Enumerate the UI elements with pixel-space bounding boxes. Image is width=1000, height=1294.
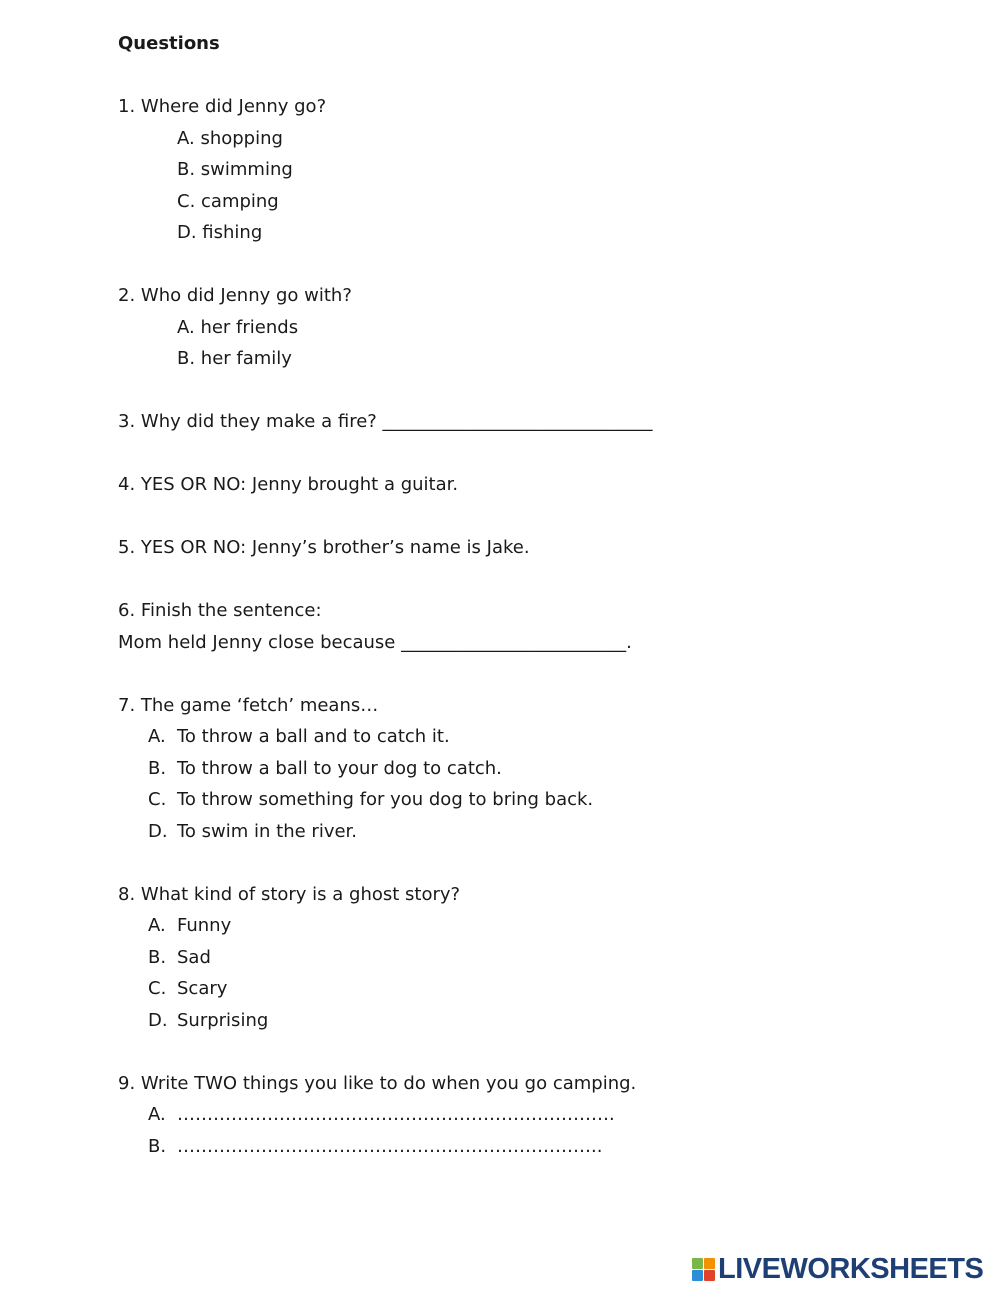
q2-option-a[interactable]: A. her friends	[177, 316, 299, 338]
q7-option-c[interactable]	[118, 784, 938, 816]
option-text: To throw something for you dog to bring back.	[177, 789, 594, 810]
page-title: Questions	[118, 33, 220, 54]
q1-option-c[interactable]: C. camping	[177, 190, 279, 212]
option-letter: B.	[148, 1135, 167, 1157]
liveworksheets-mark-icon	[692, 1258, 715, 1281]
mark-square-green	[692, 1258, 703, 1269]
answer-dots: ……………………………………………………………..	[177, 1135, 603, 1157]
option-text: Sad	[177, 946, 211, 968]
logo-text	[718, 1255, 983, 1283]
option-text: To throw a ball and to catch it.	[177, 726, 450, 747]
q8-option-d[interactable]	[118, 1005, 938, 1037]
q6-sentence-blank[interactable]: Mom held Jenny close because _________________________.	[118, 631, 632, 653]
logo-text-live: LIVE	[718, 1253, 781, 1285]
option-letter: B.	[148, 757, 167, 779]
answer-dots: ……………………………………………………………….	[177, 1104, 615, 1125]
option-letter: C.	[148, 978, 167, 999]
question-3[interactable]: 3. Why did they make a fire? ______________________________	[118, 411, 653, 432]
q2-option-b[interactable]: B. her family	[177, 348, 292, 369]
option-text: To swim in the river.	[177, 820, 358, 842]
q8-option-a[interactable]	[118, 910, 938, 942]
q9-answer-a[interactable]	[118, 1099, 938, 1131]
option-text: Surprising	[177, 1009, 269, 1031]
mark-square-blue	[692, 1270, 703, 1281]
question-6: 6. Finish the sentence:	[118, 600, 322, 621]
option-letter: A.	[148, 726, 166, 747]
option-text: To throw a ball to your dog to catch.	[177, 757, 502, 779]
question-8: 8. What kind of story is a ghost story?	[118, 883, 461, 905]
option-letter: D.	[148, 820, 168, 842]
question-1: 1. Where did Jenny go?	[118, 96, 327, 117]
q1-option-a[interactable]: A. shopping	[177, 127, 283, 149]
option-letter: D.	[148, 1009, 168, 1031]
q1-option-d[interactable]: D. fishing	[177, 222, 263, 243]
question-7: 7. The game ‘fetch’ means…	[118, 694, 379, 716]
question-9: 9. Write TWO things you like to do when you go camping.	[118, 1072, 637, 1094]
q8-option-c[interactable]	[118, 973, 938, 1005]
option-letter: A.	[148, 915, 166, 936]
worksheet	[118, 28, 938, 1162]
q9-answer-b[interactable]	[118, 1131, 938, 1163]
option-text: Scary	[177, 978, 228, 999]
question-2: 2. Who did Jenny go with?	[118, 285, 352, 306]
option-text: Funny	[177, 915, 232, 936]
option-letter: B.	[148, 946, 167, 968]
option-letter: A.	[148, 1104, 166, 1125]
mark-square-orange	[704, 1258, 715, 1269]
q8-option-b[interactable]	[118, 942, 938, 974]
question-5[interactable]: 5. YES OR NO: Jenny’s brother’s name is Jake.	[118, 537, 530, 558]
q7-option-d[interactable]	[118, 816, 938, 848]
liveworksheets-logo	[692, 1255, 983, 1283]
question-4[interactable]: 4. YES OR NO: Jenny brought a guitar.	[118, 474, 459, 495]
option-letter: C.	[148, 789, 167, 810]
mark-square-red	[704, 1270, 715, 1281]
q1-option-b[interactable]: B. swimming	[177, 159, 293, 180]
q7-option-a[interactable]	[118, 721, 938, 753]
logo-text-worksheets: WORKSHEETS	[780, 1253, 984, 1285]
q7-option-b[interactable]	[118, 753, 938, 785]
